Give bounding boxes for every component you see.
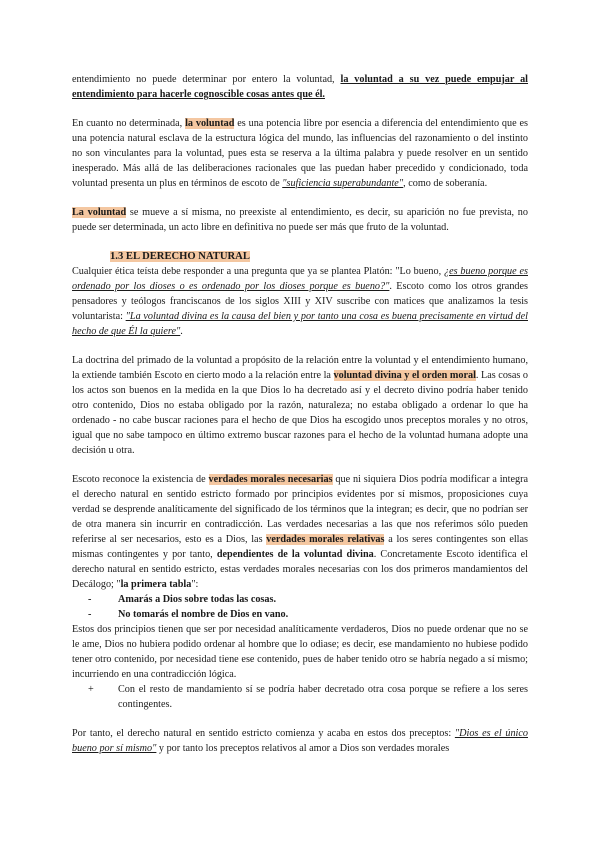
text: Escoto reconoce la existencia de: [72, 474, 209, 485]
text: Por tanto, el derecho natural en sentido estricto comienza y acaba en estos dos preceptos:: [72, 728, 455, 739]
highlighted-term: la voluntad: [185, 118, 235, 129]
emphasis-text: la voluntad a su vez puede empujar al entendimiento para hacerle cognoscible cosas antes que él.: [72, 74, 529, 100]
text: se mueve a sí misma, no preexiste al entendimiento, es decir, su aparición no fue prevista, no puede ser determinada, un acto libre en definitiva no puede ser más que fruto de la voluntad.: [72, 207, 528, 233]
text: Cualquier ética teísta debe responder a una pregunta que ya se plantea Platón: "Lo bueno,: [72, 266, 444, 277]
paragraph-4: [72, 264, 528, 339]
text: . Escoto como los otros grandes pensadores y teólogos franciscanos de los siglos XIII y XIV suscribe con matices que analizamos la tesis voluntarista:: [72, 281, 528, 322]
list-item: + Con el resto de mandamiento sí se podría haber decretado otra cosa porque se refiere a los seres contingentes.: [88, 682, 528, 712]
list-item: - No tomarás el nombre de Dios en vano.: [88, 607, 528, 622]
text: . Concretamente Escoto identifica el derecho natural en sentido estricto, estas verdades morales necesarias con los dos primeros mandamientos del Decálogo; ": [72, 549, 529, 590]
highlighted-term: La voluntad: [72, 207, 127, 218]
paragraph-7: Estos dos principios tienen que ser por necesidad analíticamente verdaderos, Dios no puede ordenar que no se le ame, Dios no hubiera podido ordenar al hombre que lo odiase; es decir, ese mandamiento no hubiese podido tener otro contenido, por necesidad tiene ese contenido, pues de haber tenido otro se habría negado a sí mismo; incurriendo en una contradicción lógica.: [72, 624, 528, 680]
list-item: - Amarás a Dios sobre todas las cosas.: [88, 592, 528, 607]
text: entendimiento no puede determinar por entero la voluntad,: [72, 74, 341, 85]
text: es una potencia libre por esencia a diferencia del entendimiento que es una potencia natural esclava de la estructura lógica del mundo, las influencias del razonamiento o del instinto no son vinculantes para la voluntad, pues esta se reserva a la última palabra y puede resolver en un sentido inesperado. Más allá de las deliberaciones racionales que las puedan haber precedido y condicionado, toda voluntad presenta un plus en términos de escoto de: [72, 118, 528, 189]
text: La doctrina del primado de la voluntad a propósito de la relación entre la voluntad y el entendimiento humano, la extiende también Escoto en cierto modo a la relación entre la: [72, 355, 528, 381]
plus-list: [72, 682, 528, 712]
highlighted-term: verdades morales relativas: [266, 534, 385, 545]
paragraph-1: [72, 72, 528, 102]
emphasis-text: dependientes de la voluntad divina: [216, 549, 374, 560]
quote-text: "La voluntad divina es la causa del bien y por tanto una cosa es buena precisamente en virtud del hecho de que Él la quiere": [72, 311, 528, 337]
paragraph-8: [72, 726, 528, 756]
text: . Las cosas o los actos son buenos en la medida en la que Dios lo ha decretado así y el decreto divino podría haber tenido otro contenido, Dios no estaba obligado por la razón, naturaleza; no estaba obligado a ordenar lo que ha ordenado - no cabe buscar raciones para el hecho de que Dios ha escogido unos preceptos morales y no otros, igual que no sabe tampoco en último extremo buscar razones para el hecho de la voluntad humana adopte una decisión u otra.: [72, 370, 529, 456]
quote-text: "Dios es el único bueno por sí mismo": [72, 728, 528, 754]
quote-text: "suficiencia superabundante": [282, 178, 404, 189]
text: y por tanto los preceptos relativos al amor a Dios son verdades morales: [156, 743, 450, 754]
commandments-list: [72, 592, 528, 622]
text: que ni siquiera Dios podría modificar a integra el derecho natural en sentido estricto formado por principios evidentes por sí mismos, proposiciones cuya verdad se desprende analíticamente del significado de los términos que la integran; es decir, que no podrían ser de otra manera sin incurrir en contradicción. Las verdades necesarias a las que nos referimos sólo pueden referirse al ser necesarios, esto es a Dios, las: [72, 474, 529, 545]
section-heading: 1.3 EL DERECHO NATURAL: [110, 251, 250, 262]
text: .: [180, 326, 183, 337]
highlighted-term: voluntad divina y el orden moral: [333, 370, 476, 381]
highlighted-term: verdades morales necesarias: [208, 474, 333, 485]
paragraph-2: [72, 116, 528, 191]
emphasis-text: la primera tabla: [120, 579, 192, 590]
text: ":: [191, 579, 199, 590]
paragraph-5: [72, 353, 528, 458]
text: a los seres contingentes son ellas mismas contingentes y por tanto,: [72, 534, 528, 560]
text: , como de soberanía.: [403, 178, 488, 189]
text: En cuanto no determinada,: [72, 118, 186, 129]
quote-text: ¿es bueno porque es ordenado por los dioses o es ordenado por los dioses porque es bueno?": [72, 266, 528, 292]
paragraph-3: [72, 205, 528, 235]
paragraph-6: [72, 472, 528, 592]
